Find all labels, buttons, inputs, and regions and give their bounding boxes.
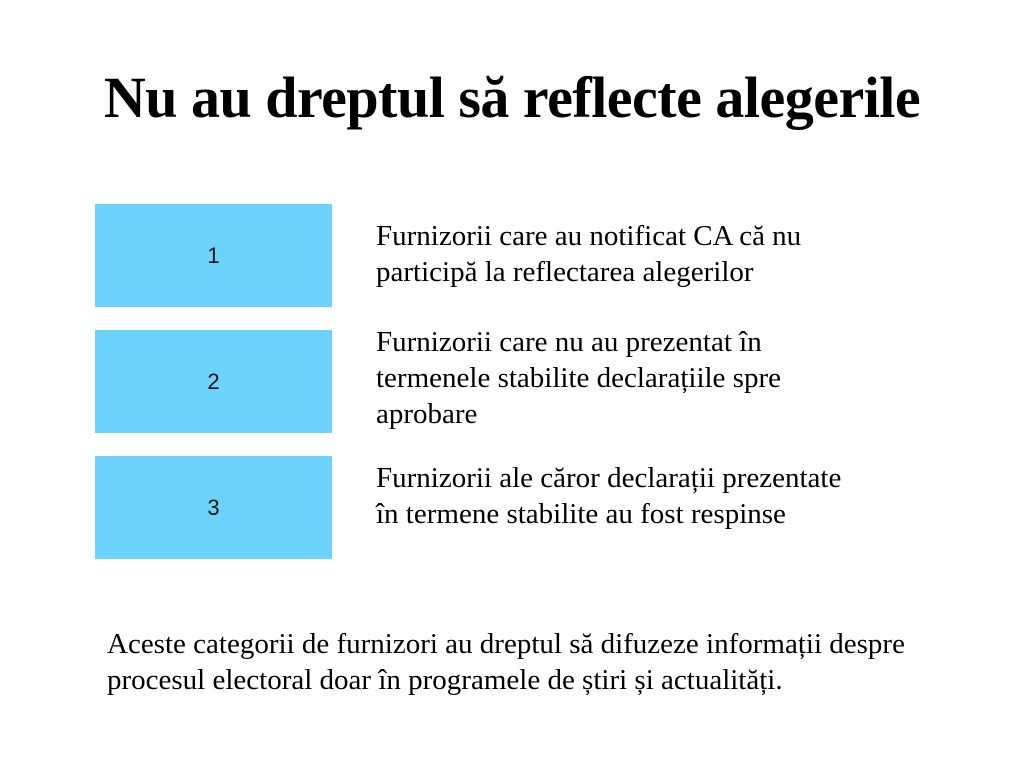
item-description-3: Furnizorii ale căror declarații prezentate în termene stabilite au fost respinse xyxy=(376,462,842,530)
footer-note: Aceste categorii de furnizori au dreptul să difuzeze informații despre procesul electoral doar în programele de știri și actualități. xyxy=(107,628,905,696)
number-box-2: 2 xyxy=(95,330,332,433)
item-description-1: Furnizorii care au notificat CA că nu participă la reflectarea alegerilor xyxy=(376,220,802,288)
number-box-3: 3 xyxy=(95,456,332,559)
slide-title: Nu au dreptul să reflecte alegerile xyxy=(103,65,921,130)
number-box-1: 1 xyxy=(95,204,332,307)
item-description-2: Furnizorii care nu au prezentat în termenele stabilite declarațiile spre aprobare xyxy=(376,326,781,430)
